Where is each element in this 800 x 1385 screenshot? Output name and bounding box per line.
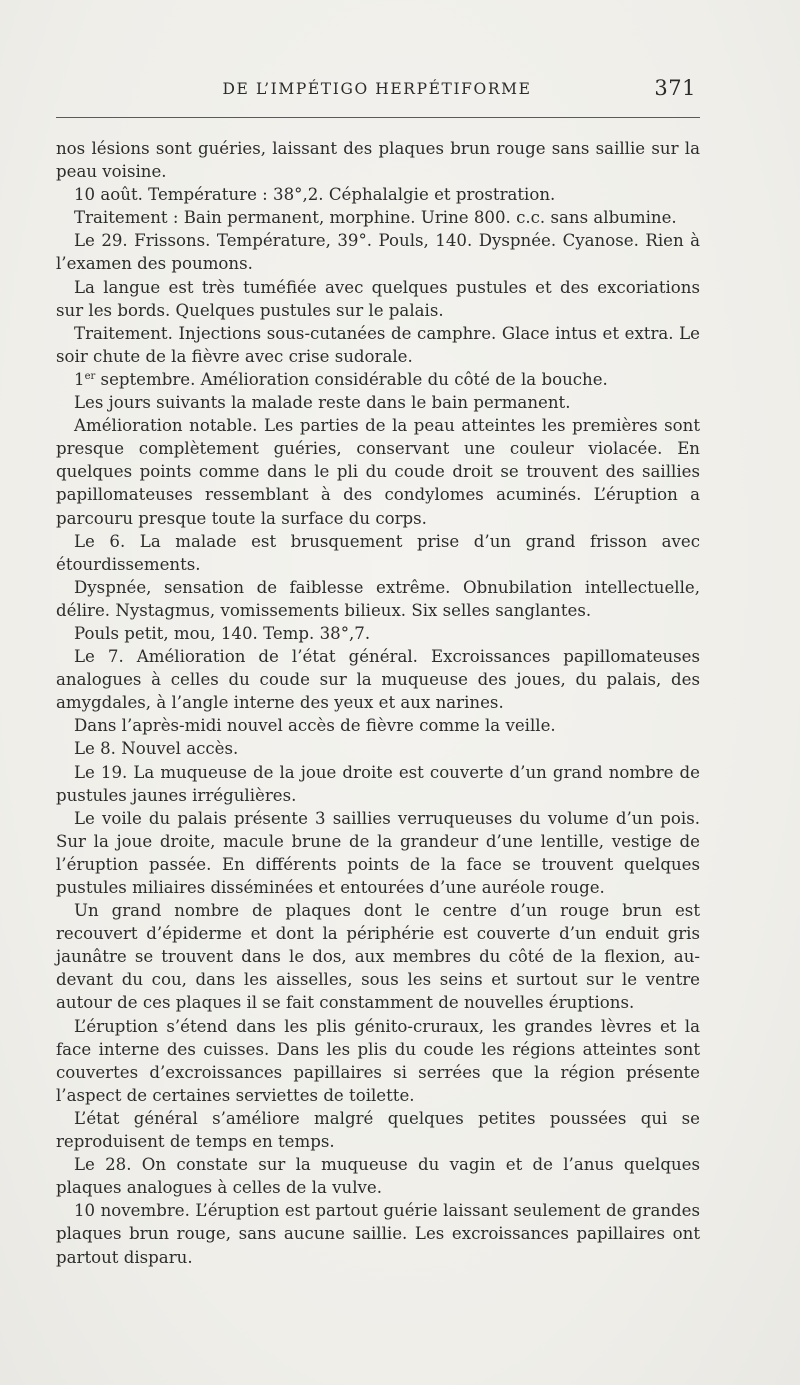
paragraph: L’éruption s’étend dans les plis génito-cruraux, les grandes lèvres et la face interne des cuisses. Dans les plis du coude les régions atteintes sont couvertes d’excroissances papillaires si serrées que la région présente l’aspect de certaines serviettes de toilette. — [56, 1016, 700, 1105]
paragraph: L’état général s’améliore malgré quelques petites poussées qui se reproduisent de temps en temps. — [56, 1108, 700, 1152]
paragraph: Les jours suivants la malade reste dans le bain permanent. — [74, 393, 571, 413]
ordinal-suffix: er — [84, 370, 96, 382]
paragraph: Le 19. La muqueuse de la joue droite est couverte d’un grand nombre de pustules jaunes irrégulières. — [56, 762, 700, 805]
paragraph: Dans l’après-midi nouvel accès de fièvre comme la veille. — [74, 716, 556, 736]
paragraph: Le voile du palais présente 3 saillies verruqueuses du volume d’un pois. Sur la joue droite, macule brune de la grandeur d’une lentille, vestige de l’éruption passée. En différents points de la face se trouvent quelques pustules miliaires disséminées et entourées d’une auréole rouge. — [56, 808, 700, 897]
paragraph: Le 29. Frissons. Température, 39°. Pouls, 140. Dyspnée. Cyanose. Rien à l’examen des poumons. — [56, 231, 700, 274]
paragraph: Le 8. Nouvel accès. — [74, 739, 239, 759]
paragraph: Le 6. La malade est brusquement prise d’un grand frisson avec étourdissements. — [56, 531, 700, 574]
running-head — [56, 76, 698, 106]
paragraph: Traitement : Bain permanent, morphine. Urine 800. c.c. sans albumine. — [74, 208, 677, 228]
paragraph: Pouls petit, mou, 140. Temp. 38°,7. — [74, 623, 371, 643]
paragraph: Dyspnée, sensation de faiblesse extrême. Obnubilation intellectuelle, délire. Nystagmus, vomissements bilieux. Six selles sanglantes. — [56, 577, 700, 620]
running-title: DE L’IMPÉTIGO HERPÉTIFORME — [222, 80, 532, 98]
header-rule — [56, 117, 700, 118]
paragraph: Le 28. On constate sur la muqueuse du vagin et de l’anus quelques plaques analogues à celles de la vulve. — [56, 1155, 700, 1198]
paragraph: 10 août. Température : 38°,2. Céphalalgie et prostration. — [74, 185, 556, 205]
paragraph: Traitement. Injections sous-cutanées de camphre. Glace intus et extra. Le soir chute de la fièvre avec crise sudorale. — [56, 323, 700, 366]
paragraph: 10 novembre. L’éruption est partout guérie laissant seulement de grandes plaques brun rouge, sans aucune saillie. Les excroissances papillaires ont partout disparu. — [56, 1201, 700, 1267]
paragraph — [56, 368, 700, 391]
page-number: 371 — [654, 76, 696, 100]
paragraph: La langue est très tuméfiée avec quelques pustules et des excoriations sur les bords. Quelques pustules sur le palais. — [56, 277, 700, 320]
body-text — [56, 137, 700, 1269]
ordinal-number: 1 — [74, 369, 85, 389]
paragraph: Un grand nombre de plaques dont le centre d’un rouge brun est recouvert d’épiderme et dont la périphérie est couverte d’un enduit gris jaunâtre se trouvent dans le dos, aux membres du côté de la flexion, au-devant du cou, dans les aisselles, sous les seins et surtout sur le ventre autour de ces plaques il se fait constamment de nouvelles éruptions. — [56, 901, 700, 1013]
paragraph-text: septembre. Amélioration considérable du côté de la bouche. — [100, 369, 608, 389]
paragraph: nos lésions sont guéries, laissant des plaques brun rouge sans saillie sur la peau voisine. — [56, 139, 700, 182]
paragraph: Le 7. Amélioration de l’état général. Excroissances papillomateuses analogues à celles du coude sur la muqueuse des joues, du palais, des amygdales, à l’angle interne des yeux et aux narines. — [56, 647, 700, 713]
paragraph: Amélioration notable. Les parties de la peau atteintes les premières sont presque complètement guéries, conservant une couleur violacée. En quelques points comme dans le pli du coude droit se trouvent des saillies papillomateuses ressemblant à des condylomes acuminés. L’éruption a parcouru presque toute la surface du corps. — [56, 416, 700, 528]
